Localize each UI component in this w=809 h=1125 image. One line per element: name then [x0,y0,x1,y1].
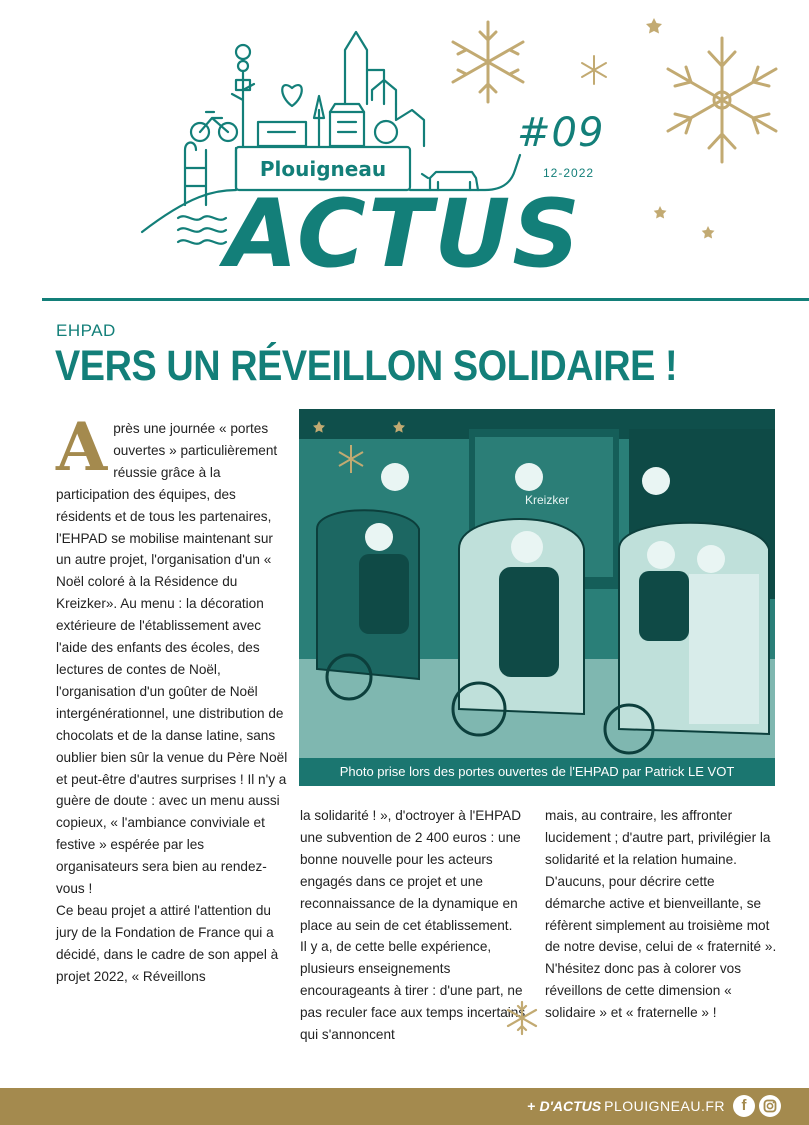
masthead [0,0,809,300]
footer-brand: D'ACTUS [539,1098,602,1114]
photo-sign-text: Kreizker [525,493,570,507]
header-divider [42,298,809,301]
star-icon [646,18,715,239]
footer-site: PLOUIGNEAU.FR [604,1098,725,1114]
snowflake-icon [453,22,776,162]
instagram-icon[interactable] [759,1095,781,1117]
article-column-3 [545,805,777,1024]
article-paragraph-1: près une journée « portes ouvertes » particulièrement réussie grâce à la participation des équipes, des résidents et de tous les partenaires, l'EHPAD se mobilise maintenant sur un autre projet, l'organisation d'un « Noël coloré à la Résidence du Kreizker». Au menu : la décoration extérieure de l'établissement avec l'aide des enfants des écoles, des lectures de contes de Noël, l'organisation d'un goûter de Noël intergénérationnel, une distribution de chocolats et de la danse latine, sans oublier bien sûr la venue du Père Noël et peut-être d'autres surprises ! Il n'y a guère de doute : avec un menu aussi copieux, « l'ambiance conviviale et festive » espérée par les organisateurs sera bien au rendez-vous ! [56,421,288,897]
masthead-title: ACTUS [225,180,582,289]
article-column-2 [300,805,532,1046]
instagram-glyph [759,1095,781,1117]
masthead-town-name: Plouigneau [259,157,387,181]
footer-link[interactable] [527,1098,725,1114]
article-photo [299,409,775,786]
photo-caption: Photo prise lors des portes ouvertes de l'EHPAD par Patrick LE VOT [299,758,775,786]
article-paragraph-2: Ce beau projet a attiré l'attention du jury de la Fondation de France qui a décidé, dans le cadre de son appel à projet 2022, « Réveillons [56,902,279,984]
article-headline: VERS UN RÉVEILLON SOLIDAIRE ! [55,342,678,390]
photo-illustration [299,409,775,786]
article-column-1 [56,408,288,988]
article-paragraph-5: mais, au contraire, les affronter lucidement ; d'autre part, privilégier la solidarité et la relation humaine. D'aucuns, pour décrire cette démarche active et bienveillante, se réfèrent simplement au troisième mot de notre devise, celui de « fraternité ». N'hésitez donc pas à colorer vos réveillons de cette dimension « solidaire » et « fraternelle » ! [545,808,777,1021]
article-kicker: EHPAD [56,321,116,340]
article-paragraph-4: Il y a, de cette belle expérience, plusieurs enseignements encourageants à tirer : d'une part, ne pas reculer face aux temps incertains qui s'annoncent [300,939,526,1043]
facebook-icon[interactable]: f [733,1095,755,1117]
dropcap: A [56,408,108,486]
article-paragraph-3: la solidarité ! », d'octroyer à l'EHPAD une subvention de 2 400 euros : une bonne nouvelle pour les acteurs engagés dans ce projet et une reconnaissance de la dynamique en place au sein de cet établissement. [300,808,522,933]
snowflake-icon [506,1000,538,1036]
footer-bar [0,1088,809,1125]
issue-date: 12-2022 [543,166,595,180]
issue-number: #09 [517,110,605,156]
footer-plus: + [527,1098,536,1114]
